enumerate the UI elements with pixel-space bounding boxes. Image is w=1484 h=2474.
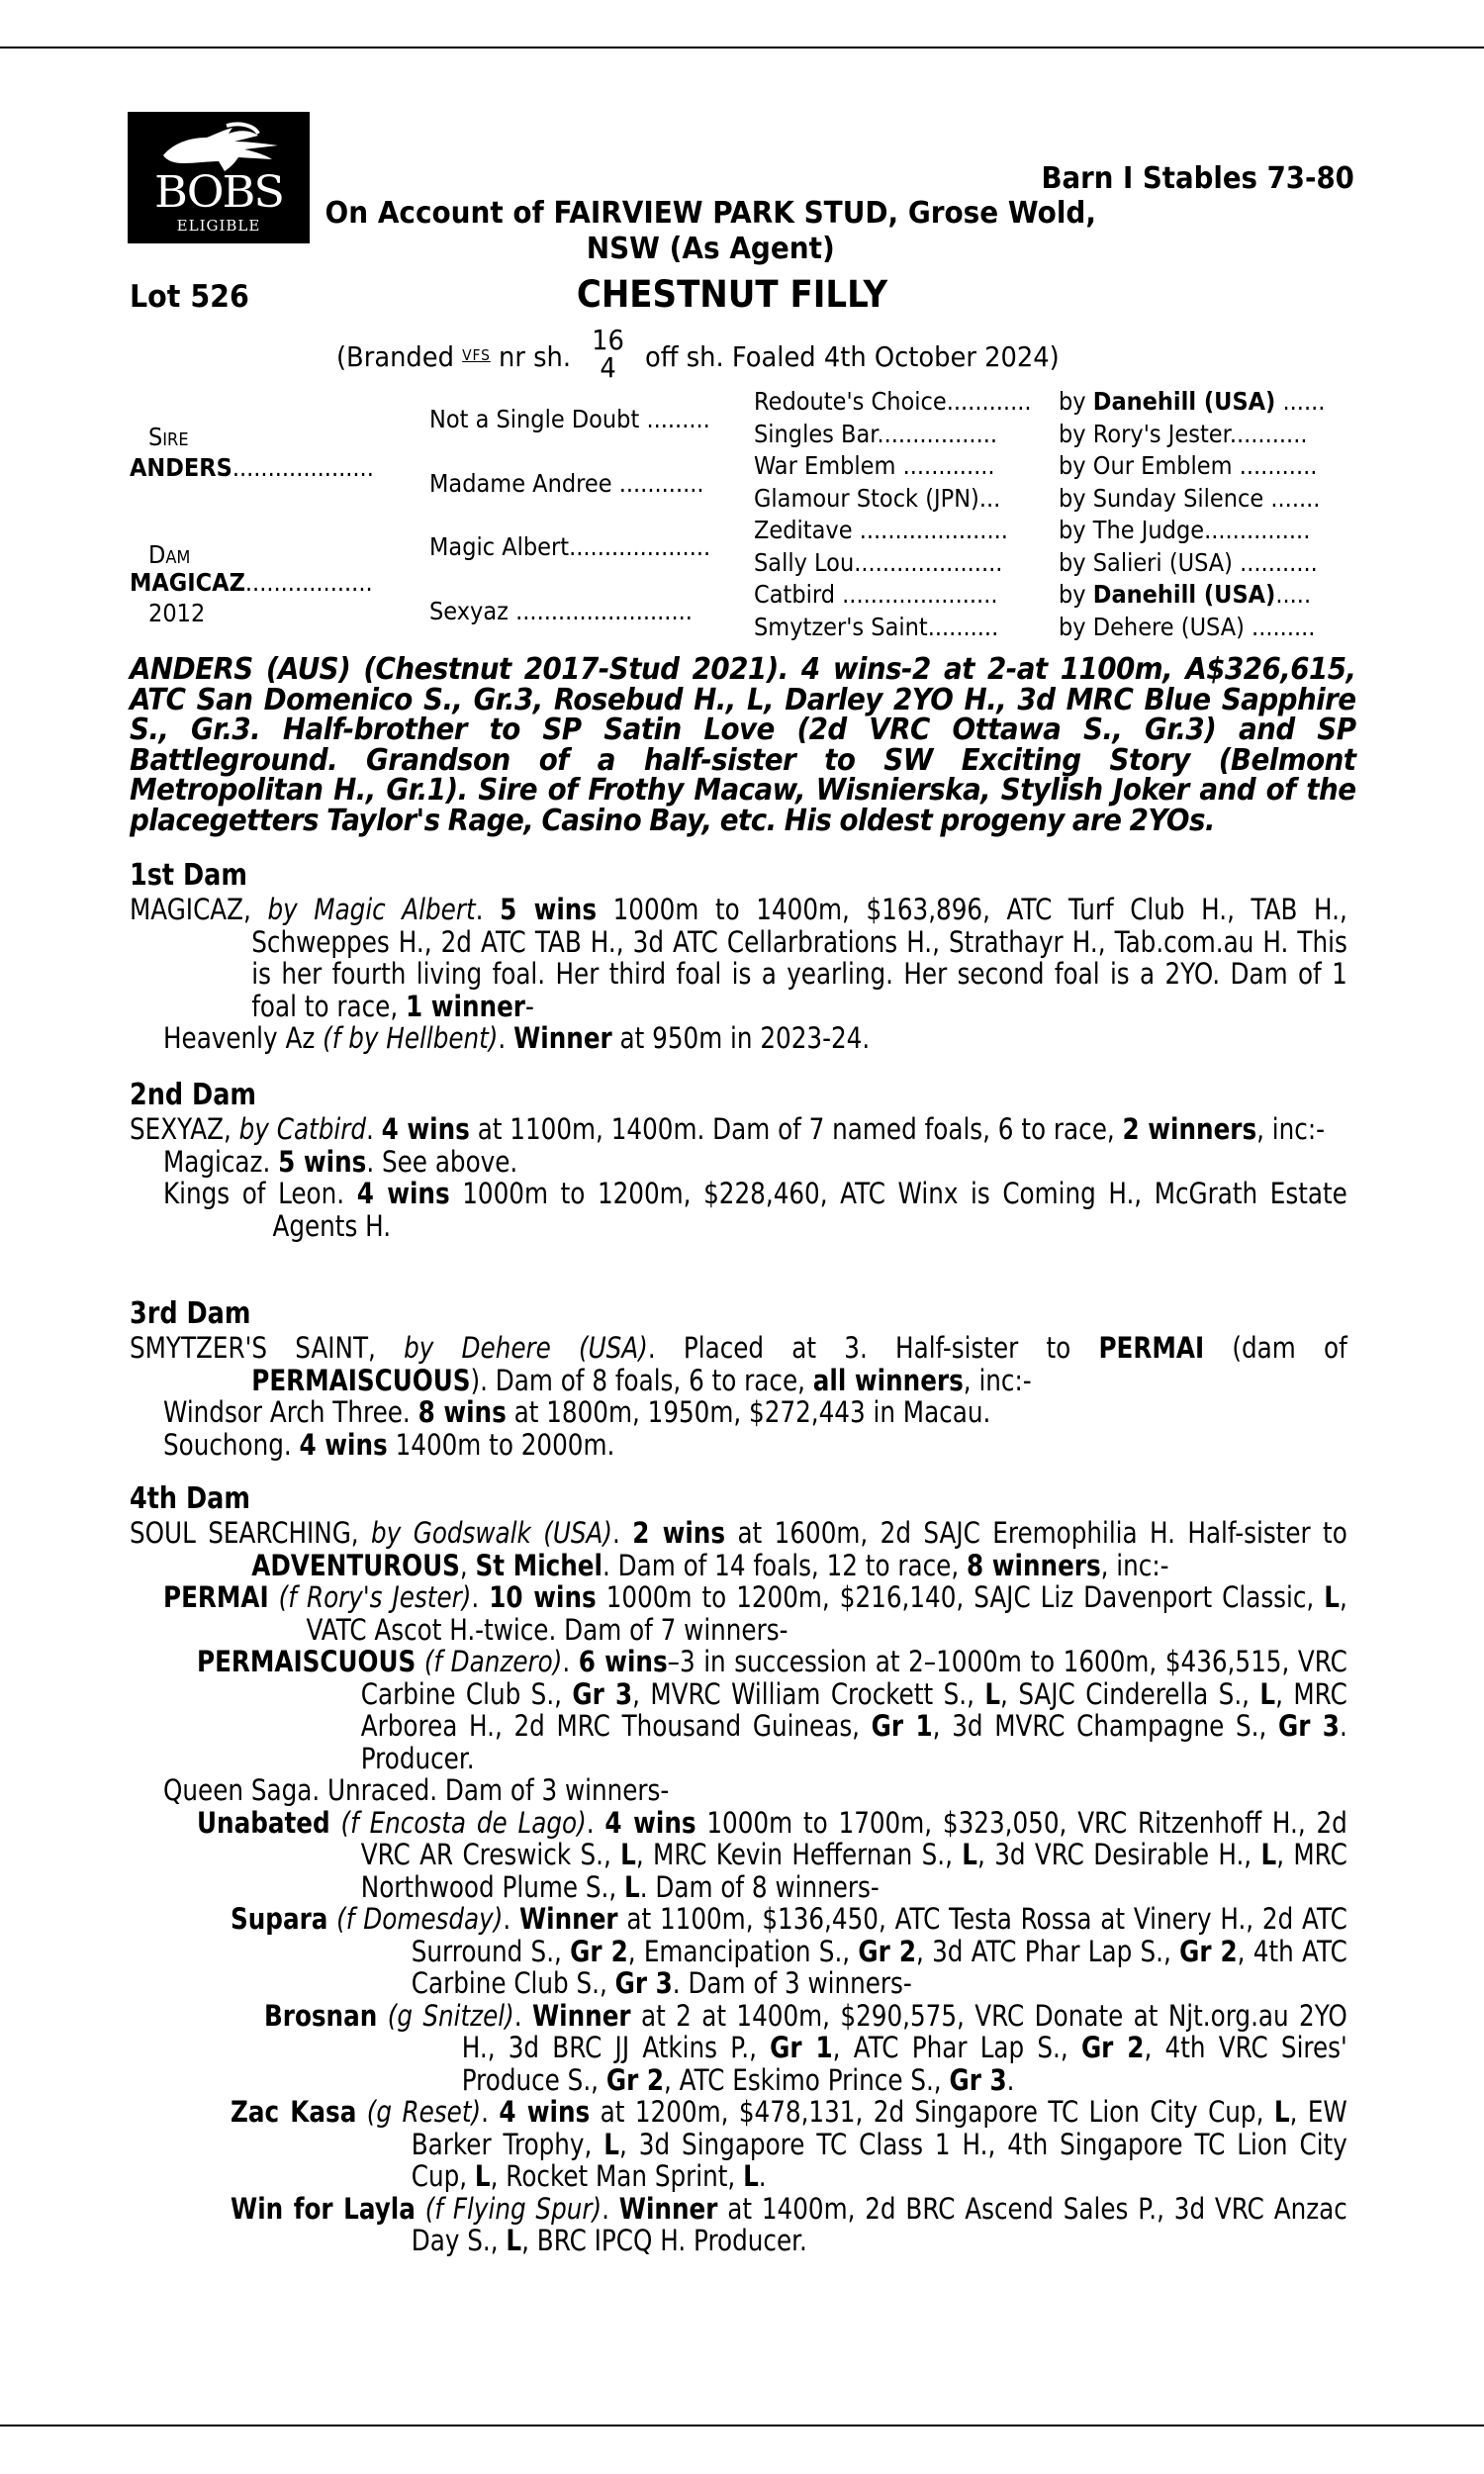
progeny-entry: Supara (f Domesday). Winner at 1100m, $136,450, ATC Testa Rossa at Vinery H., 2d ATC Surround S., Gr 2, Emancipation S., Gr 2, 3d ATC Phar Lap S., Gr 2, 4th ATC Carbine Club S., Gr 3. Dam of 3 winners- xyxy=(231,1902,1347,2000)
gen4-item: by Salieri (USA) ........... xyxy=(1059,548,1318,577)
progeny-entry: PERMAI (f Rory's Jester). 10 wins 1000m to 1200m, $216,140, SAJC Liz Davenport Classic, L, VATC Ascot H.-twice. Dam of 7 winners- xyxy=(163,1580,1347,1647)
dam-section xyxy=(130,1296,1347,1461)
dam-section xyxy=(130,1078,1347,1242)
dam-entry: SOUL SEARCHING, by Godswalk (USA). 2 wins at 1600m, 2d SAJC Eremophilia H. Half-sister to ADVENTUROUS, St Michel. Dam of 14 foals, 12 to race, 8 winners, inc:- xyxy=(130,1516,1347,1582)
fraction-bottom: 4 xyxy=(600,351,616,384)
lot-number: Lot 526 xyxy=(130,279,249,315)
gen2-item: Magic Albert.................... xyxy=(429,532,711,561)
dam-name: MAGICAZ.................. xyxy=(130,568,373,597)
dam-entry: MAGICAZ, by Magic Albert. 5 wins 1000m to 1400m, $163,896, ATC Turf Club H., TAB H., Schweppes H., 2d ATC TAB H., 3d ATC Cellarbrations H., Strathayr H., Tab.com.au H. This is her fourth living foal. Her third foal is a yearling. Her second foal is a 2YO. Dam of 1 foal to race, 1 winner- xyxy=(130,893,1347,1023)
dam-label: Dam xyxy=(148,540,191,569)
dam-entry: SMYTZER'S SAINT, by Dehere (USA). Placed at 3. Half-sister to PERMAI (dam of PERMAISCUOUS). Dam of 8 foals, 6 to race, all winners, inc:- xyxy=(130,1331,1347,1397)
sire-name: ANDERS.................... xyxy=(130,453,374,482)
logo-line1: BOBS xyxy=(154,167,283,218)
progeny-entry: Brosnan (g Snitzel). Winner at 2 at 1400m, $290,575, VRC Donate at Njt.org.au 2YO H., 3d BRC JJ Atkins P., Gr 1, ATC Phar Lap S., Gr 2, 4th VRC Sires' Produce S., Gr 2, ATC Eskimo Prince S., Gr 3. xyxy=(264,1998,1347,2097)
bobs-eligible-logo xyxy=(128,112,310,243)
progeny-entry: Unabated (f Encosta de Lago). 4 wins 1000m to 1700m, $323,050, VRC Ritzenhoff H., 2d VRC AR Creswick S., L, MRC Kevin Heffernan S., L, 3d VRC Desirable H., L, MRC Northwood Plume S., L. Dam of 8 winners- xyxy=(197,1805,1347,1904)
gen2-item: Not a Single Doubt ......... xyxy=(429,405,710,433)
vendor-line2: NSW (As Agent) xyxy=(586,232,835,266)
brand-mid: nr sh. xyxy=(499,340,572,373)
progeny-entry: Magicaz. 5 wins. See above. xyxy=(163,1144,518,1179)
dam-section xyxy=(130,858,1347,1055)
sire-summary: ANDERS (AUS) (Chestnut 2017-Stud 2021). 4 wins-2 at 2-at 1100m, A$326,615, ATC San Domenico S., Gr.3, Rosebud H., L, Darley 2YO H., 3d MRC Blue Sapphire S., Gr.3. Half-brother to SP Satin Love (2d VRC Ottawa S., Gr.3) and SP Battleground. Grandson of a half-sister to SW Exciting Story (Belmont Metropolitan H., Gr.1). Sire of Frothy Macaw, Wisnierska, Stylish Joker and of the placegetters Taylor's Rage, Casino Bay, etc. His oldest progeny are 2YOs. xyxy=(130,652,1356,838)
progeny-entry: Win for Layla (f Flying Spur). Winner at 1400m, 2d BRC Ascend Sales P., 3d VRC Anzac Day S., L, BRC IPCQ H. Producer. xyxy=(231,2191,1347,2257)
fraction-top: 16 xyxy=(592,324,624,356)
progeny-entry: Zac Kasa (g Reset). 4 wins at 1200m, $478,131, 2d Singapore TC Lion City Cup, L, EW Barker Trophy, L, 3d Singapore TC Class 1 H., 4th Singapore TC Lion City Cup, L, Rocket Man Sprint, L. xyxy=(231,2095,1347,2193)
brand-fraction xyxy=(592,324,624,384)
gen3-item: Catbird ...................... xyxy=(754,580,998,609)
page-title: CHESTNUT FILLY xyxy=(576,273,888,316)
gen4-item: by The Judge............... xyxy=(1059,516,1311,544)
gen3-item: Redoute's Choice............ xyxy=(754,387,1032,416)
gen3-item: War Emblem ............. xyxy=(754,451,995,480)
horse-head-icon xyxy=(155,122,284,173)
progeny-entry: PERMAISCUOUS (f Danzero). 6 wins–3 in succession at 2–1000m to 1600m, $436,515, VRC Carbine Club S., Gr 3, MVRC William Crockett S., L, SAJC Cinderella S., L, MRC Arborea H., 2d MRC Thousand Guineas, Gr 1, 3d MVRC Champagne S., Gr 3. Producer. xyxy=(197,1645,1347,1775)
dam-year: 2012 xyxy=(148,599,206,627)
sire-label: Sire xyxy=(148,423,189,451)
progeny-entry: Souchong. 4 wins 1400m to 2000m. xyxy=(163,1427,615,1462)
gen4-item: by Danehill (USA)..... xyxy=(1059,580,1312,609)
section-title: 4th Dam xyxy=(130,1481,250,1516)
gen4-item: by Dehere (USA) ......... xyxy=(1059,613,1316,641)
progeny-entry: Windsor Arch Three. 8 wins at 1800m, 1950m, $272,443 in Macau. xyxy=(163,1395,991,1429)
gen3-item: Zeditave ..................... xyxy=(754,516,1008,544)
progeny-entry: Kings of Leon. 4 wins 1000m to 1200m, $228,460, ATC Winx is Coming H., McGrath Estate Agents H. xyxy=(163,1177,1347,1243)
logo-line2: ELIGIBLE xyxy=(176,217,261,235)
section-title: 1st Dam xyxy=(130,858,247,893)
gen3-item: Smytzer's Saint.......... xyxy=(754,613,999,641)
gen4-item: by Sunday Silence ....... xyxy=(1059,484,1321,513)
section-title: 2nd Dam xyxy=(130,1078,256,1112)
brand-suffix: off sh. Foaled 4th October 2024) xyxy=(645,340,1060,373)
gen4-item: by Rory's Jester........... xyxy=(1059,420,1308,448)
vendor xyxy=(320,196,1102,267)
gen4-item: by Our Emblem ........... xyxy=(1059,451,1318,480)
gen3-item: Glamour Stock (JPN)... xyxy=(754,484,1001,513)
brand-mark: VFS xyxy=(462,346,491,364)
gen3-item: Sally Lou..................... xyxy=(754,548,1003,577)
dam-section xyxy=(130,1481,1347,2257)
dam-entry: SEXYAZ, by Catbird. 4 wins at 1100m, 1400m. Dam of 7 named foals, 6 to race, 2 winners, inc:- xyxy=(130,1112,1326,1146)
gen2-item: Madame Andree ............ xyxy=(429,469,704,498)
gen4-item: by Danehill (USA) ...... xyxy=(1059,387,1326,416)
gen2-item: Sexyaz ......................... xyxy=(429,597,693,625)
location-label: Barn I Stables 73-80 xyxy=(1041,161,1354,196)
vendor-line1: On Account of FAIRVIEW PARK STUD, Grose Wold, xyxy=(325,196,1096,231)
brand-prefix: (Branded xyxy=(336,340,454,373)
progeny-entry: Heavenly Az (f by Hellbent). Winner at 950m in 2023-24. xyxy=(163,1021,871,1055)
bottom-rule xyxy=(0,2425,1484,2426)
brand-details xyxy=(336,324,1060,386)
top-rule xyxy=(0,47,1484,48)
gen3-item: Singles Bar................. xyxy=(754,420,998,448)
progeny-entry: Queen Saga. Unraced. Dam of 3 winners- xyxy=(163,1773,670,1807)
section-title: 3rd Dam xyxy=(130,1296,251,1331)
